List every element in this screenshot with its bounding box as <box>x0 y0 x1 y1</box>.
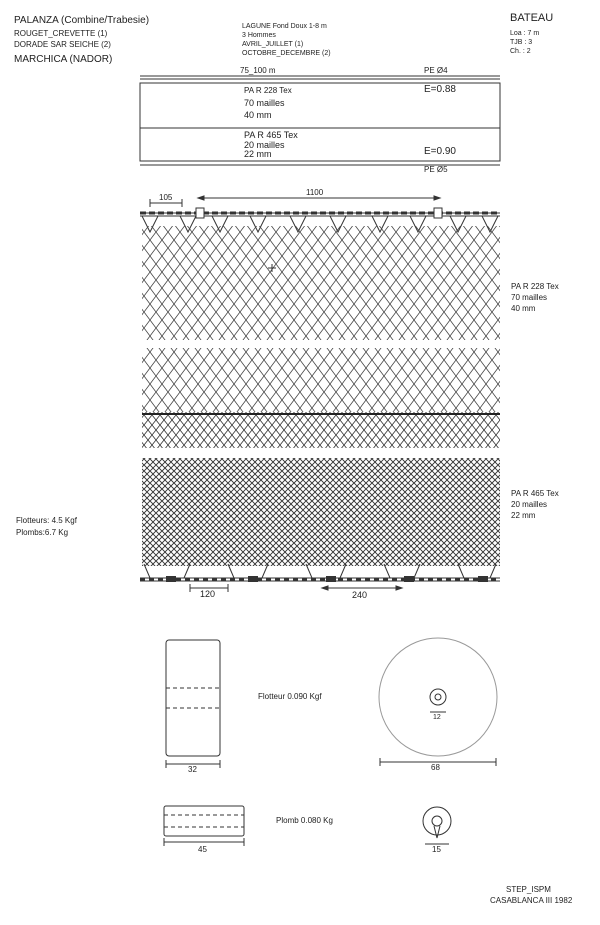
lower-material: PA R 465 Tex <box>244 130 298 140</box>
species-line-2: DORADE SAR SEICHE (2) <box>14 40 111 49</box>
headrope <box>140 213 500 216</box>
upper-meshes: 70 mailles <box>244 98 285 108</box>
headrope-spec: PE Ø4 <box>424 66 448 75</box>
upper-mesh-panel <box>142 226 500 340</box>
float-front-view <box>379 638 497 766</box>
float-hole-dim: 12 <box>433 714 441 721</box>
footrope-spec: PE Ø5 <box>424 165 448 174</box>
net-length: 75_100 m <box>240 66 276 75</box>
dense-mesh-band <box>142 412 500 448</box>
upper-hanging-ratio: E=0.88 <box>424 84 456 95</box>
sinker-front-view <box>423 807 451 844</box>
net-title: PALANZA (Combine/Trabesie) <box>14 15 150 26</box>
float-spacing-dim: 105 <box>159 193 173 202</box>
upper-net-label-2: 70 mailles <box>511 293 548 302</box>
lower-net-label-3: 22 mm <box>511 511 536 520</box>
bottom-dim-240: 240 <box>352 590 368 600</box>
season-1-label: AVRIL_JUILLET (1) <box>242 41 304 48</box>
lower-net-label-1: PA R 465 Tex <box>511 489 559 498</box>
float-label: Flotteur 0.090 Kgf <box>258 692 322 701</box>
upper-net-label-1: PA R 228 Tex <box>511 282 559 291</box>
sinker-side-view <box>164 806 244 846</box>
footer-place-year: CASABLANCA III 1982 <box>490 896 573 905</box>
boat-ch: Ch. : 2 <box>510 48 531 55</box>
crew-label: 3 Hommes <box>242 32 276 39</box>
lagoon-label: LAGUNE Fond Doux 1-8 m <box>242 23 327 30</box>
bottom-dim-120: 120 <box>200 589 216 599</box>
lower-hanging-ratio: E=0.90 <box>424 146 456 157</box>
upper-material: PA R 228 Tex <box>244 86 292 95</box>
float-side-view <box>166 640 220 768</box>
top-dimensions <box>150 193 440 207</box>
section-length-dim: 1100 <box>306 188 324 197</box>
lower-mesh-panel <box>142 458 500 566</box>
bottom-hanging-lines <box>144 564 496 578</box>
bottom-dimensions <box>190 584 402 592</box>
float-diameter-dim: 68 <box>431 763 440 772</box>
upper-mesh-size: 40 mm <box>244 110 272 120</box>
floats-total: Flotteurs: 4.5 Kgf <box>16 516 77 525</box>
boat-tjb: TJB : 3 <box>510 39 533 46</box>
location-label: MARCHICA (NADOR) <box>14 54 113 65</box>
footrope <box>140 578 500 581</box>
lower-net-label-2: 20 mailles <box>511 500 548 509</box>
boat-length: Loa : 7 m <box>510 30 540 37</box>
upper-net-label-3: 40 mm <box>511 304 536 313</box>
footer-org: STEP_ISPM <box>506 885 551 894</box>
boat-title: BATEAU <box>510 12 554 24</box>
lower-mesh-size: 22 mm <box>244 149 272 159</box>
sinker-diameter-dim: 15 <box>432 845 441 854</box>
middle-mesh-panel <box>142 348 500 412</box>
season-2-label: OCTOBRE_DECEMBRE (2) <box>242 50 331 57</box>
sinker-label: Plomb 0.080 Kg <box>276 816 333 825</box>
sinkers-total: Plombs:6.7 Kg <box>16 528 69 537</box>
lower-meshes: 20 mailles <box>244 140 285 150</box>
species-line-1: ROUGET_CREVETTE (1) <box>14 29 108 38</box>
sinker-length-dim: 45 <box>198 845 207 854</box>
float-width-dim: 32 <box>188 765 197 774</box>
